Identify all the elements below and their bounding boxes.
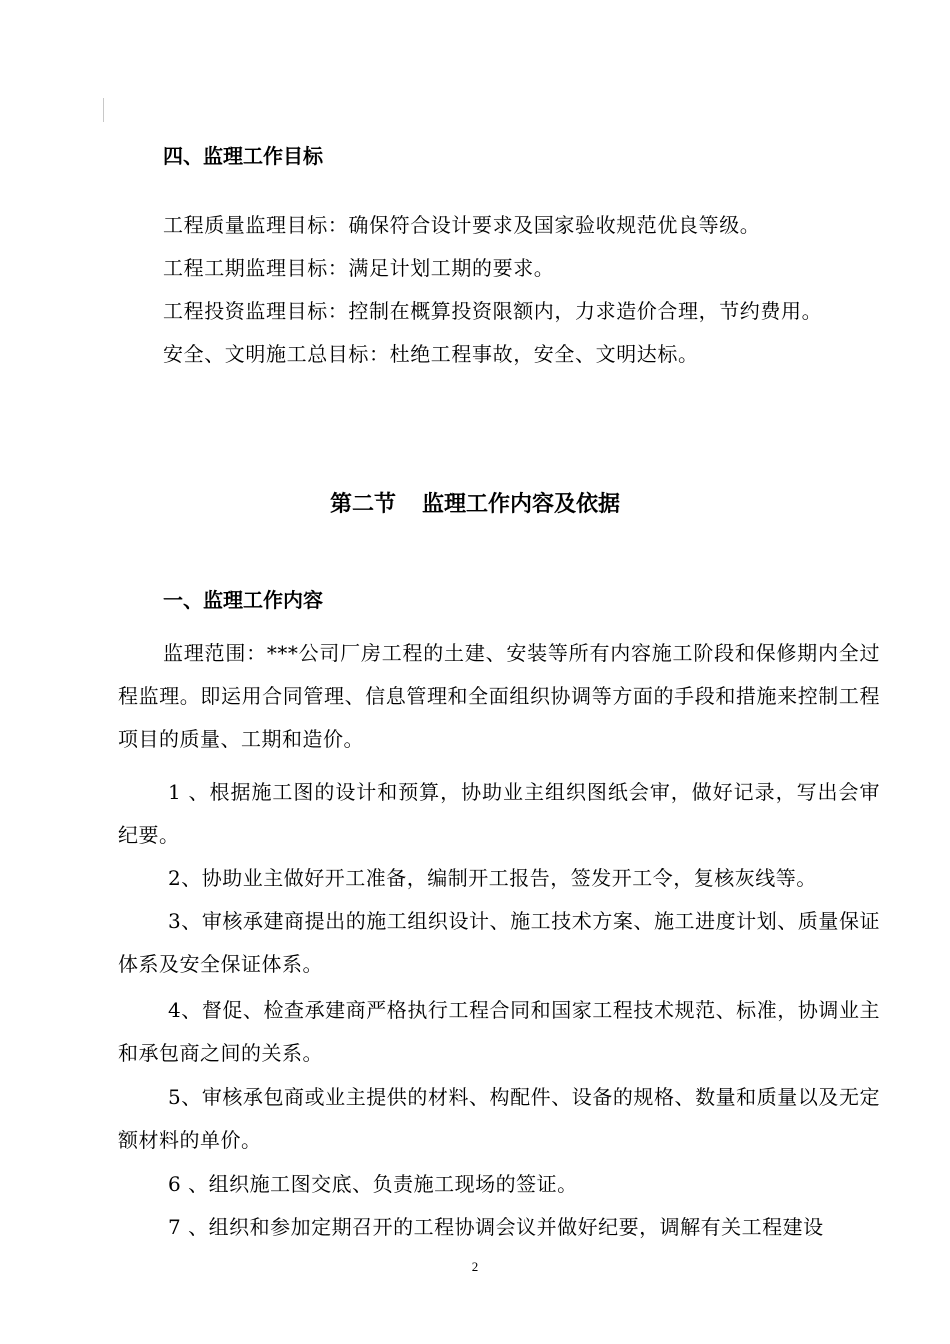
section-name: 监理工作内容及依据 <box>422 492 621 517</box>
content-item-3: 3、审核承建商提出的施工组织设计、施工技术方案、施工进度计划、质量保证体系及安全保证体系。 <box>118 909 880 976</box>
goals-heading: 四、监理工作目标 <box>163 144 323 168</box>
goal-safety: 安全、文明施工总目标：杜绝工程事故，安全、文明达标。 <box>163 342 699 366</box>
section-number: 第二节 <box>329 492 396 517</box>
content-heading: 一、监理工作内容 <box>163 588 323 612</box>
page-number: 2 <box>471 1259 479 1274</box>
content-item-4: 4、督促、检查承建商严格执行工程合同和国家工程技术规范、标准，协调业主和承包商之间的关系。 <box>118 998 880 1065</box>
content-item-5: 5、审核承包商或业主提供的材料、构配件、设备的规格、数量和质量以及无定额材料的单价。 <box>118 1085 880 1152</box>
margin-mark <box>103 98 104 122</box>
goal-schedule: 工程工期监理目标：满足计划工期的要求。 <box>163 256 555 280</box>
content-item-1: 1 、根据施工图的设计和预算，协助业主组织图纸会审，做好记录，写出会审纪要。 <box>118 780 880 847</box>
content-item-7: 7 、组织和参加定期召开的工程协调会议并做好纪要，调解有关工程建设 <box>168 1215 824 1239</box>
section-title <box>0 491 950 519</box>
content-item-6: 6 、组织施工图交底、负责施工现场的签证。 <box>168 1172 578 1196</box>
scope-paragraph: 监理范围：***公司厂房工程的土建、安装等所有内容施工阶段和保修期内全过程监理。即运用合同管理、信息管理和全面组织协调等方面的手段和措施来控制工程项目的质量、工期和造价。 <box>118 641 880 751</box>
goal-investment: 工程投资监理目标：控制在概算投资限额内，力求造价合理，节约费用。 <box>163 299 823 323</box>
goal-quality: 工程质量监理目标：确保符合设计要求及国家验收规范优良等级。 <box>163 213 761 237</box>
content-item-2: 2、协助业主做好开工准备，编制开工报告，签发开工令，复核灰线等。 <box>168 866 817 890</box>
